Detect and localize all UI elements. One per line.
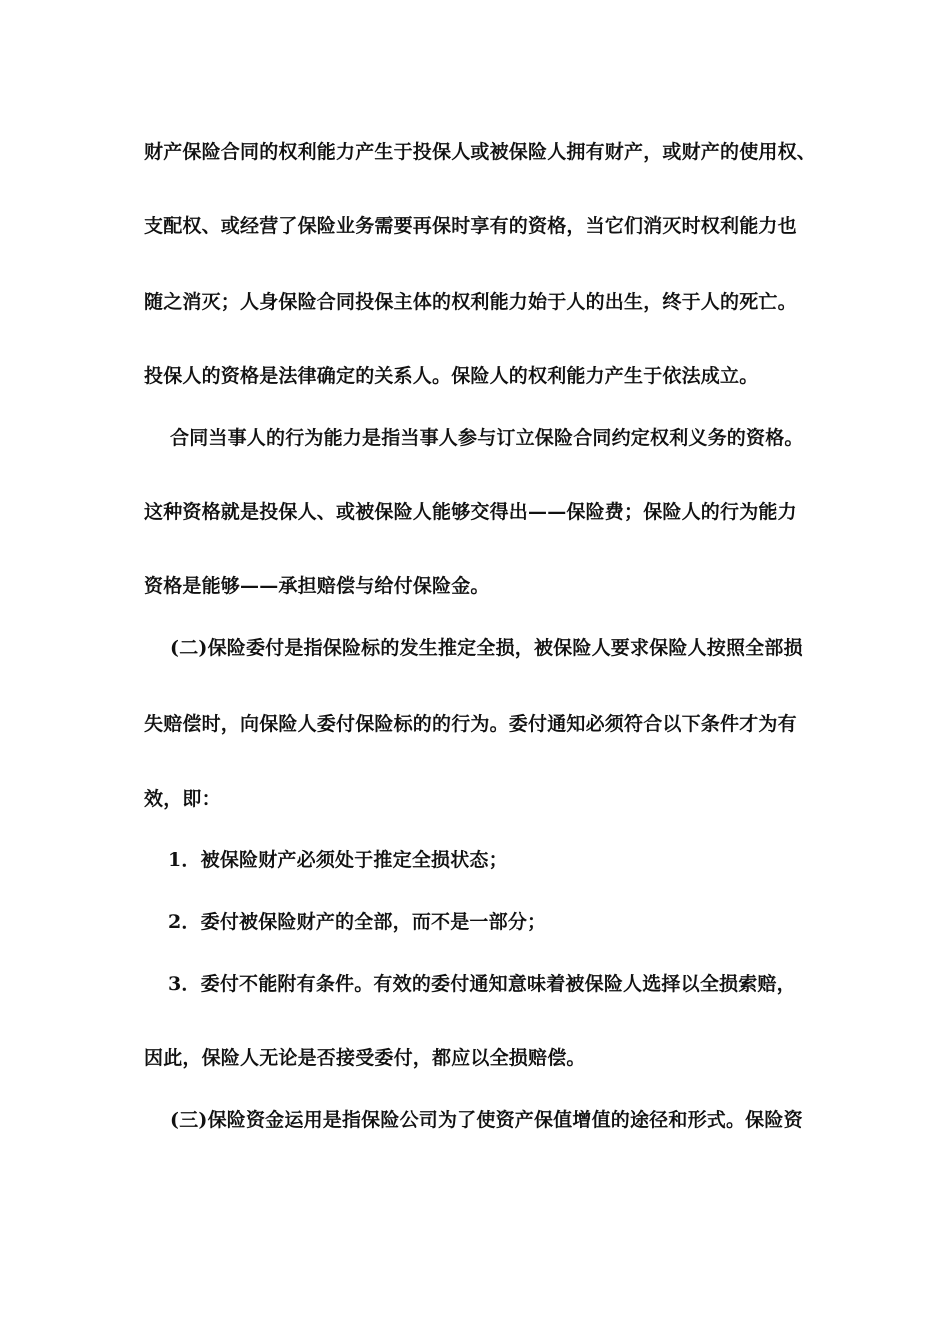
paragraph-line: 财产保险合同的权利能力产生于投保人或被保险人拥有财产，或财产的使用权、 xyxy=(144,141,817,163)
paragraph-line: (二)保险委付是指保险标的发生推定全损，被保险人要求保险人按照全部损 xyxy=(170,637,803,659)
paragraph-line: 资格是能够——承担赔偿与给付保险金。 xyxy=(144,575,490,597)
paragraph-line: 支配权、或经营了保险业务需要再保时享有的资格，当它们消灭时权利能力也 xyxy=(144,215,797,237)
list-item: 3．委付不能附有条件。有效的委付通知意味着被保险人选择以全损索赔， xyxy=(168,973,796,995)
paragraph-line: 随之消灭；人身保险合同投保主体的权利能力始于人的出生，终于人的死亡。 xyxy=(144,291,797,313)
paragraph-line: (三)保险资金运用是指保险公司为了使资产保值增值的途径和形式。保险资 xyxy=(170,1109,803,1131)
paragraph-line: 合同当事人的行为能力是指当事人参与订立保险合同约定权利义务的资格。 xyxy=(170,427,804,449)
paragraph-line: 效，即： xyxy=(144,788,221,810)
list-item: 2．委付被保险财产的全部，而不是一部分； xyxy=(168,911,547,933)
paragraph-line: 这种资格就是投保人、或被保险人能够交得出——保险费；保险人的行为能力 xyxy=(144,501,797,523)
list-item: 1．被保险财产必须处于推定全损状态； xyxy=(168,849,508,871)
paragraph-line: 失赔偿时，向保险人委付保险标的的行为。委付通知必须符合以下条件才为有 xyxy=(144,713,797,735)
paragraph-line: 投保人的资格是法律确定的关系人。保险人的权利能力产生于依法成立。 xyxy=(144,365,759,387)
paragraph-line: 因此，保险人无论是否接受委付，都应以全损赔偿。 xyxy=(144,1047,586,1069)
